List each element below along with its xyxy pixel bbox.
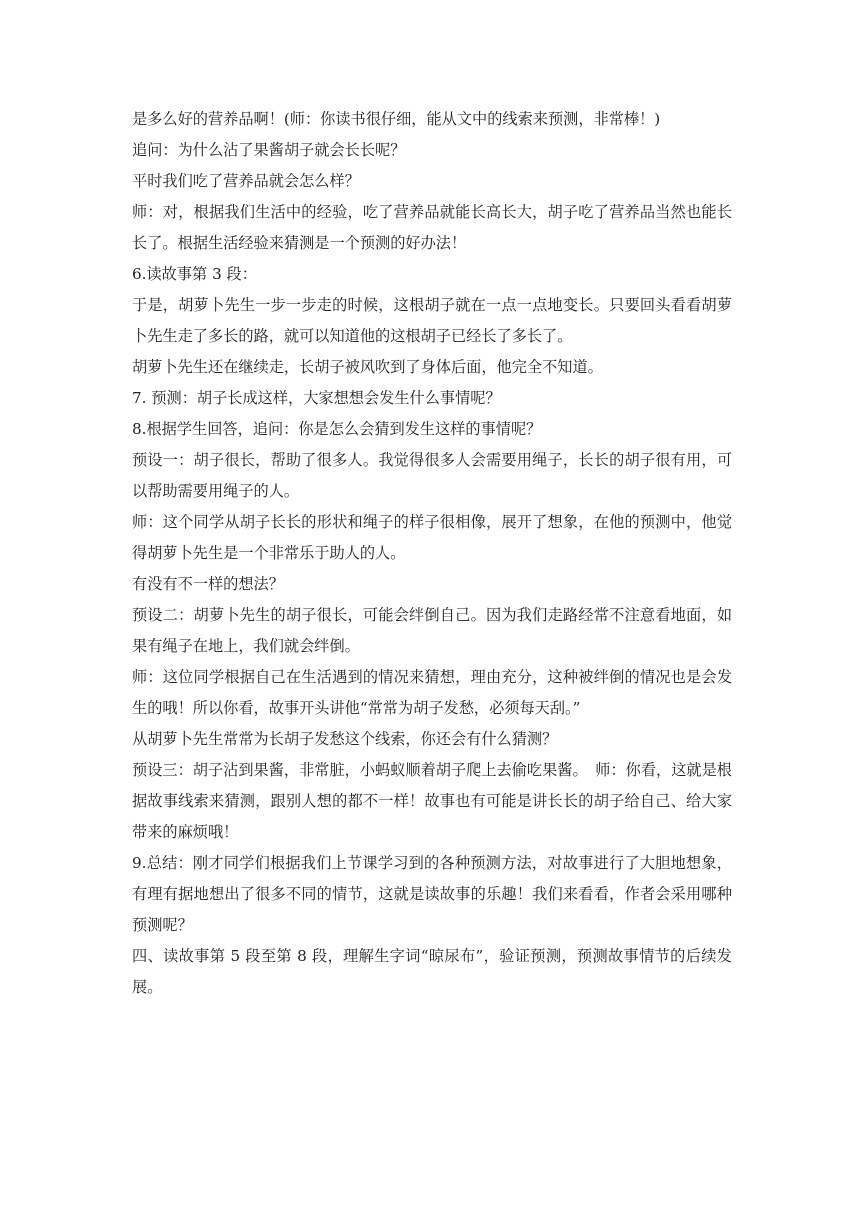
paragraph-story-excerpt-1: 于是，胡萝卜先生一步一步走的时候，这根胡子就在一点一点地变长。只要回头看看胡萝卜先生走了多长的路，就可以知道他的这根胡子已经长了多长了。 xyxy=(132,296,732,345)
heading-step-7: 7. 预测：胡子长成这样，大家想想会发生什么事情呢？ xyxy=(132,389,501,407)
paragraph-clue-question: 从胡萝卜先生常常为长胡子发愁这个线索，你还会有什么猜测？ xyxy=(132,730,558,748)
paragraph-teacher-comment-1: 师：这个同学从胡子长长的形状和绳子的样子很相像，展开了想象，在他的预测中，他觉得胡萝卜先生是一个非常乐于助人的人。 xyxy=(132,513,732,562)
document-page xyxy=(132,104,732,1003)
paragraph-praise: 是多么好的营养品啊！(师：你读书很仔细，能从文中的线索来预测，非常棒！) xyxy=(132,110,661,128)
paragraph-preset-3: 预设三：胡子沾到果酱，非常脏，小蚂蚁顺着胡子爬上去偷吃果酱。 师：你看，这就是根据故事线索来猜测，跟别人想的都不一样！故事也有可能是讲长长的胡子给自己、给大家带来的麻烦哦！ xyxy=(132,761,732,841)
paragraph-teacher-comment-2: 师：这位同学根据自己在生活遇到的情况来猜想，理由充分，这种被绊倒的情况也是会发生的哦！所以你看，故事开头讲他“常常为胡子发愁，必须每天刮。” xyxy=(132,668,732,717)
heading-section-4: 四、读故事第 5 段至第 8 段，理解生字词“晾尿布”，验证预测，预测故事情节的后续发展。 xyxy=(132,947,732,996)
paragraph-teacher-life-experience: 师：对，根据我们生活中的经验，吃了营养品就能长高长大，胡子吃了营养品当然也能长长了。根据生活经验来猜测是一个预测的好办法！ xyxy=(132,203,732,252)
paragraph-nutrition-question: 平时我们吃了营养品就会怎么样？ xyxy=(132,172,360,190)
paragraph-story-excerpt-2: 胡萝卜先生还在继续走，长胡子被风吹到了身体后面，他完全不知道。 xyxy=(132,358,603,376)
heading-step-6: 6.读故事第 3 段： xyxy=(132,265,257,283)
paragraph-different-ideas: 有没有不一样的想法？ xyxy=(132,575,284,593)
paragraph-preset-2: 预设二：胡萝卜先生的胡子很长，可能会绊倒自己。因为我们走路经常不注意看地面，如果有绳子在地上，我们就会绊倒。 xyxy=(132,606,732,655)
heading-step-8: 8.根据学生回答，追问：你是怎么会猜到发生这样的事情呢？ xyxy=(132,420,542,438)
paragraph-followup-question: 追问：为什么沾了果酱胡子就会长长呢？ xyxy=(132,141,406,159)
heading-step-9-summary: 9.总结：刚才同学们根据我们上节课学习到的各种预测方法，对故事进行了大胆地想象，有理有据地想出了很多不同的情节，这就是读故事的乐趣！我们来看看，作者会采用哪种预测呢？ xyxy=(132,854,732,934)
paragraph-preset-1: 预设一：胡子很长，帮助了很多人。我觉得很多人会需要用绳子，长长的胡子很有用，可以帮助需要用绳子的人。 xyxy=(132,451,732,500)
